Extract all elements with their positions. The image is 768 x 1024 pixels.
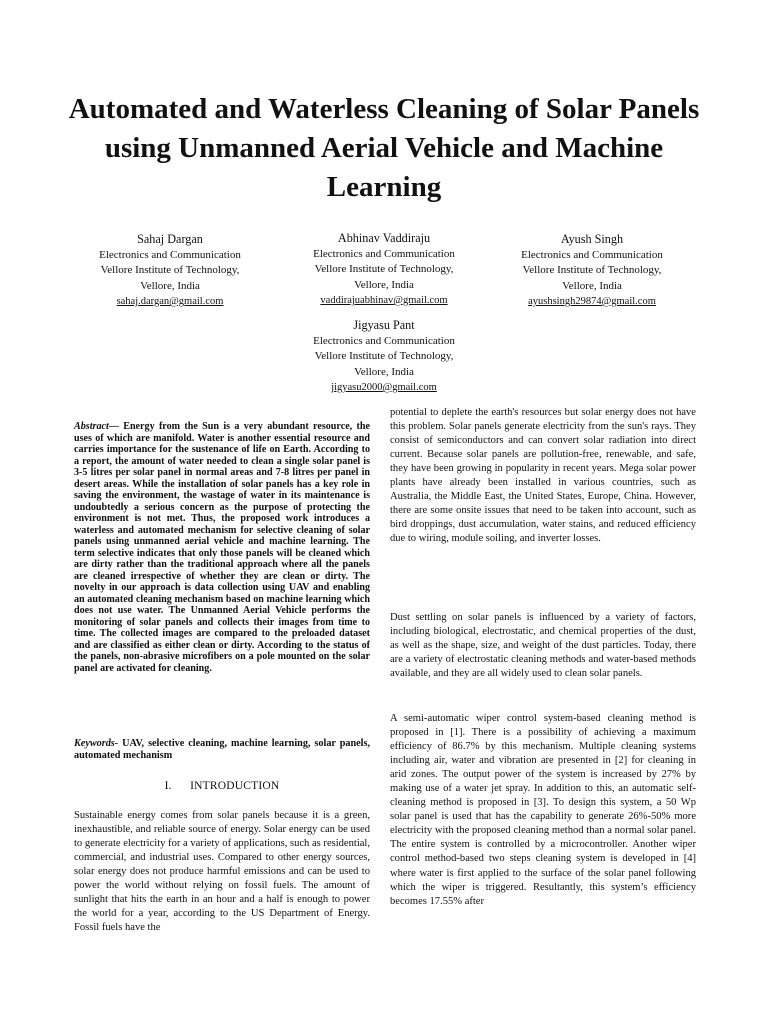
author-block (482, 231, 702, 309)
author-name: Sahaj Dargan (137, 232, 203, 246)
author-department: Electronics and Communication (521, 249, 663, 261)
author-block (274, 230, 494, 308)
author-institute: Vellore Institute of Technology, (522, 264, 662, 277)
author-name: Ayush Singh (560, 232, 624, 246)
author-institute: Vellore Institute of Technology, (314, 350, 454, 363)
keywords-lead: Keywords- (74, 738, 119, 749)
author-department: Electronics and Communication (313, 248, 455, 260)
author-email[interactable]: ayushsingh29874@gmail.com (528, 295, 656, 307)
section-heading: I. INTRODUCTION (164, 780, 280, 792)
author-institute: Vellore Institute of Technology, (100, 264, 240, 277)
keywords (74, 738, 370, 763)
paper-title: Automated and Waterless Cleaning of Solar Panels using Unmanned Aerial Vehicle and Machine Learning (68, 93, 700, 203)
author-name: Abhinav Vaddiraju (337, 231, 431, 245)
abstract (74, 421, 370, 674)
author-department: Electronics and Communication (313, 335, 455, 347)
author-email[interactable]: sahaj.dargan@gmail.com (116, 295, 224, 307)
author-name: Jigyasu Pant (353, 318, 415, 332)
author-email[interactable]: vaddirajuabhinav@gmail.com (320, 294, 448, 306)
author-location: Vellore, India (562, 279, 622, 292)
author-institute: Vellore Institute of Technology, (314, 263, 454, 276)
keywords-text: UAV, selective cleaning, machine learning, solar panels, automated mechanism (74, 738, 370, 762)
author-block (60, 231, 280, 309)
author-location: Vellore, India (354, 278, 414, 291)
author-department: Electronics and Communication (99, 249, 241, 261)
author-email[interactable]: jigyasu2000@gmail.com (331, 381, 437, 393)
author-location: Vellore, India (354, 365, 414, 378)
body-paragraph: Sustainable energy comes from solar panels because it is a green, inexhaustible, and reliable source of energy. Solar energy can be used to generate electricity for a variety of applications, such as residential, commercial, and industrial uses. Compared to other energy sources, solar energy does not produce harmful emissions and can be used to power the world without relying on fossil fuels. The amount of sunlight that hits the earth in an hour and a half is enough to power the world for a year, according to the US Department of Energy. Fossil fuels have the (74, 810, 370, 934)
author-block (274, 317, 494, 395)
body-paragraph: potential to deplete the earth's resources but solar energy does not have this problem. Solar panels generate electricity from the sun's rays. They consist of semiconductors and can convert solar radiation into direct current. Because solar panels are pollution-free, renewable, and safe, they have been growing in popularity in recent years. Mega solar power plants have already been installed in various countries, such as Australia, the Middle East, the United States, Europe, China. However, there are some onsite issues that need to be taken into account, such as bird droppings, dust accumulation, water stains, and reduced efficiency due to wiring, module soiling, and inverter losses. (390, 407, 696, 545)
author-location: Vellore, India (140, 279, 200, 292)
abstract-text: Energy from the Sun is a very abundant resource, the uses of which are manifold. Water is another essential resource and carries importance for the sustenance of life on Earth. According to a report, the amount of water needed to clean a single solar panel is 3-5 litres per solar panel in normal areas and 7-8 litres per panel in desert areas. While the installation of solar panels has a key role in saving the environment, the wastage of water in its maintenance is undoubtedly a serious concern as the purpose of protecting the environment is not met. Thus, the proposed work introduces a waterless and automated mechanism for selective cleaning of solar panels using unmanned aerial vehicle and machine learning. The term selective indicates that only those panels will be cleaned which are dirty rather than the traditional approach where all the panels are cleaned irrespective of whether they are clean or dirty. The novelty in our approach is data collection using UAV and enabling an automated cleaning mechanism based on machine learning which does not use water. The Unmanned Aerial Vehicle performs the monitoring of solar panels and collects their images from time to time. The collected images are compared to the preloaded dataset and are classified as either clean or dirty. According to the status of the panels, non-abrasive microfibers on a pole mounted on the solar panel are activated for cleaning. (74, 421, 370, 674)
body-paragraph: A semi-automatic wiper control system-based cleaning method is proposed in [1]. There is a possibility of achieving a maximum efficiency of 86.7% by this mechanism. Multiple cleaning systems including air, water and vibration are presented in [2] for cleaning in arid zones. The output power of the system is increased by 27% by making use of a water jet spray. In addition to this, an automatic self-cleaning method is proposed in [3]. To design this system, a 50 Wp solar panel is used that has the capability to generate 26%-50% more electricity with the proposed cleaning method than a normal solar panel. The entire system is controlled by a microcontroller. Another wiper control method-based two steps cleaning system is developed in [4] where water is first applied to the surface of the solar panel following which the wiper is triggered. Resultantly, this system’s efficiency becomes 17.55% after (390, 713, 696, 907)
abstract-lead: Abstract— (74, 421, 119, 432)
body-paragraph: Dust settling on solar panels is influenced by a variety of factors, including biological, electrostatic, and chemical properties of the dust, as well as the shape, size, and weight of the dust particles. Today, there are a variety of electrostatic cleaning methods and water-based methods available, and they are all widely used to clean solar panels. (390, 612, 696, 680)
